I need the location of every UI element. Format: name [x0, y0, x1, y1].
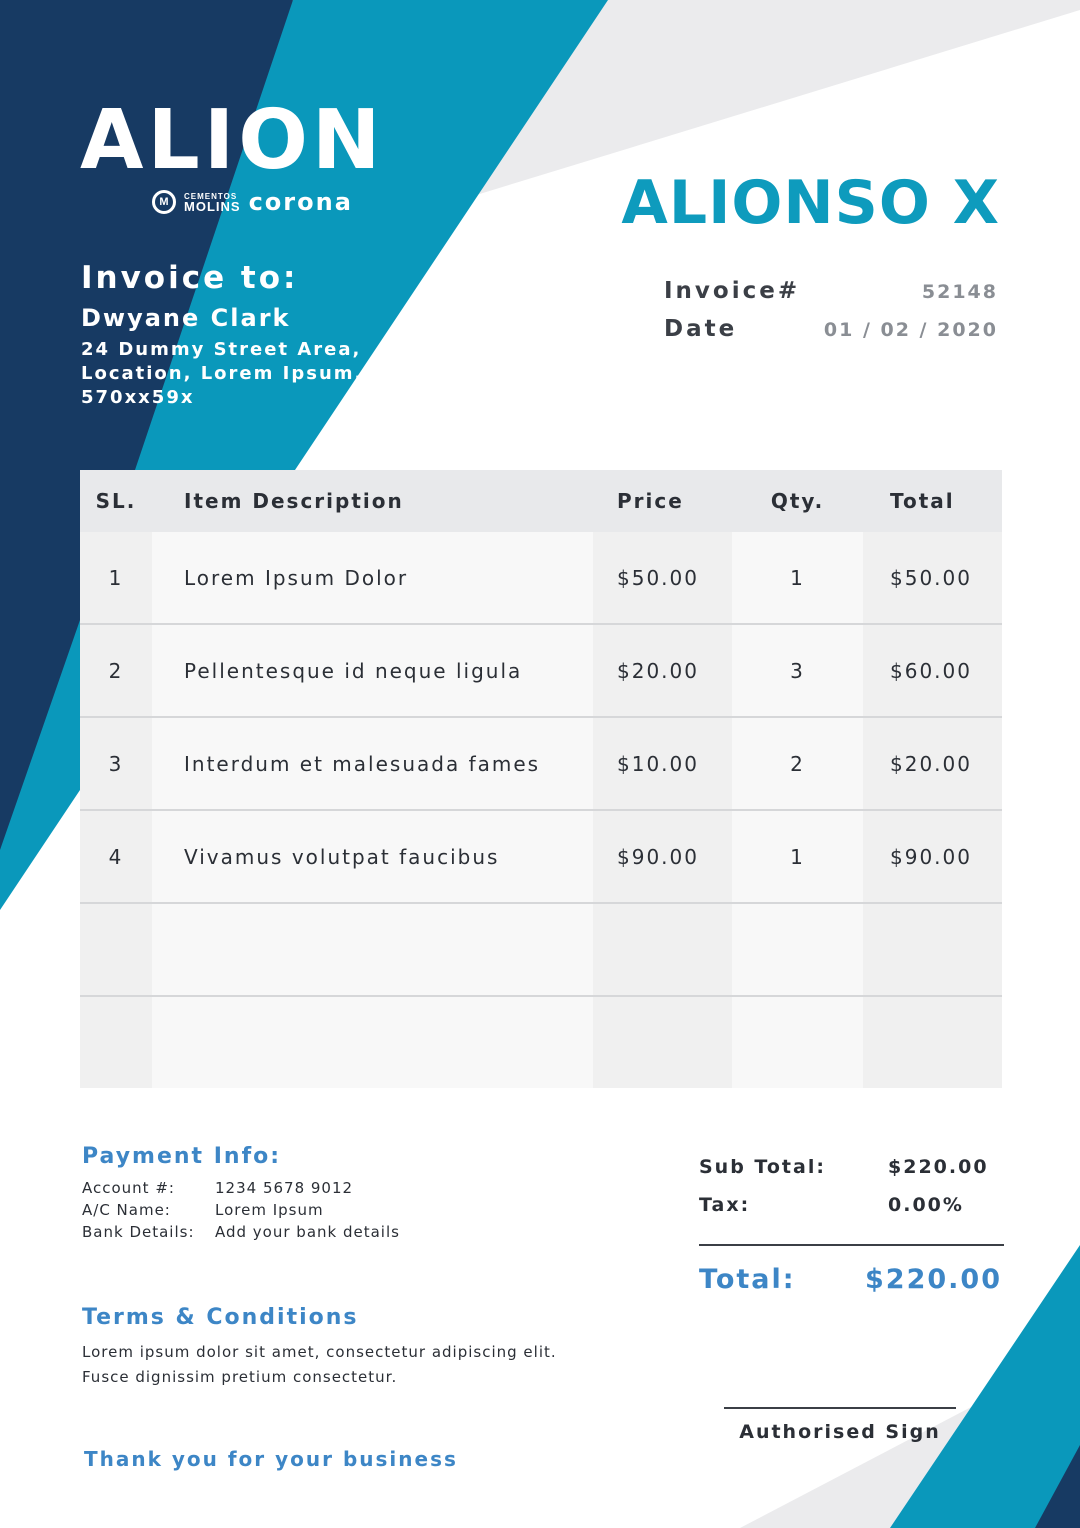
- cell-sl: [80, 997, 152, 1088]
- table-row: [80, 811, 1002, 904]
- cell-qty: [732, 904, 863, 995]
- payment-heading: Payment Info:: [82, 1144, 282, 1169]
- invoice-date-row: [664, 316, 998, 354]
- col-sl: SL.: [95, 489, 137, 513]
- address-line: 570xx59x: [81, 387, 195, 408]
- terms-heading: Terms & Conditions: [82, 1305, 359, 1330]
- cell-qty: 1: [732, 811, 863, 902]
- company-name: ALIONSO X: [621, 168, 1000, 238]
- invoice-number: 52148: [921, 281, 998, 303]
- terms-line: Lorem ipsum dolor sit amet, consectetur adipiscing elit.: [82, 1343, 557, 1361]
- cell-price: $10.00: [593, 718, 732, 809]
- tax-row: [699, 1194, 1004, 1232]
- bill-to: [81, 260, 363, 410]
- table-row: [80, 532, 1002, 625]
- cell-description: [152, 904, 593, 995]
- terms-conditions: [82, 1305, 557, 1390]
- tax-value: 0.00%: [888, 1194, 964, 1216]
- subtotal-row: [699, 1156, 1004, 1194]
- authorised-sign: Authorised Sign: [724, 1407, 956, 1443]
- bill-to-heading: Invoice to:: [81, 260, 299, 296]
- payment-info: [82, 1144, 400, 1241]
- items-table: [80, 470, 1002, 1088]
- table-row: [80, 718, 1002, 811]
- ac-name-label: A/C Name:: [82, 1201, 171, 1219]
- ac-name: Lorem Ipsum: [215, 1201, 324, 1219]
- account-label: Account #:: [82, 1179, 175, 1197]
- col-description: Item Description: [184, 489, 404, 513]
- tax-label: Tax:: [699, 1194, 751, 1216]
- table-header: [80, 470, 1002, 532]
- subtotal-value: $220.00: [888, 1156, 989, 1178]
- col-total: Total: [890, 489, 955, 513]
- client-address: [81, 338, 363, 410]
- cell-description: Vivamus volutpat faucibus: [152, 811, 593, 902]
- cell-sl: 1: [80, 532, 152, 623]
- cell-qty: 2: [732, 718, 863, 809]
- cell-total: $50.00: [863, 532, 1002, 623]
- table-row: [80, 625, 1002, 718]
- cell-description: [152, 997, 593, 1088]
- invoice-date: 01 / 02 / 2020: [823, 319, 998, 341]
- cell-qty: 3: [732, 625, 863, 716]
- client-name: Dwyane Clark: [81, 304, 291, 332]
- brand-logo: [80, 93, 385, 230]
- table-row-empty: [80, 997, 1002, 1088]
- cell-price: $90.00: [593, 811, 732, 902]
- molins-badge-icon: M: [152, 190, 176, 214]
- address-line: 24 Dummy Street Area,: [81, 339, 362, 360]
- cell-qty: 1: [732, 532, 863, 623]
- invoice-number-label: Invoice#: [664, 278, 801, 304]
- account-number: 1234 5678 9012: [215, 1179, 354, 1197]
- totals-summary: [699, 1156, 1004, 1295]
- totals-divider: [699, 1244, 1004, 1246]
- logo-partner: corona: [248, 188, 353, 216]
- logo-sub-top: CEMENTOS: [184, 192, 238, 201]
- cell-total: [863, 904, 1002, 995]
- cell-total: $60.00: [863, 625, 1002, 716]
- table-row-empty: [80, 904, 1002, 997]
- cell-price: [593, 997, 732, 1088]
- logo-partner-line: [152, 188, 353, 216]
- cell-price: $20.00: [593, 625, 732, 716]
- grand-total-row: [699, 1264, 1004, 1295]
- total-value: $220.00: [865, 1264, 1002, 1295]
- payment-details: [82, 1179, 400, 1241]
- col-price: Price: [617, 489, 684, 513]
- cell-description: Pellentesque id neque ligula: [152, 625, 593, 716]
- cell-sl: 2: [80, 625, 152, 716]
- col-qty: Qty.: [770, 489, 825, 513]
- cell-price: $50.00: [593, 532, 732, 623]
- cell-sl: 3: [80, 718, 152, 809]
- cell-description: Lorem Ipsum Dolor: [152, 532, 593, 623]
- cell-price: [593, 904, 732, 995]
- logo-wordmark: ALION: [80, 93, 385, 188]
- total-label: Total:: [699, 1264, 796, 1295]
- terms-line: Fusce dignissim pretium consectetur.: [82, 1368, 398, 1386]
- cell-qty: [732, 997, 863, 1088]
- cell-description: Interdum et malesuada fames: [152, 718, 593, 809]
- subtotal-label: Sub Total:: [699, 1156, 826, 1178]
- terms-text: [82, 1340, 557, 1390]
- thank-you-note: Thank you for your business: [84, 1447, 458, 1471]
- address-line: Location, Lorem Ipsum,: [81, 363, 364, 384]
- invoice-meta: [664, 278, 998, 354]
- invoice-date-label: Date: [664, 316, 738, 342]
- invoice-number-row: [664, 278, 998, 316]
- logo-sub-bottom: MOLINS: [184, 199, 241, 214]
- cell-total: $90.00: [863, 811, 1002, 902]
- bank-details: Add your bank details: [215, 1223, 400, 1241]
- cell-total: [863, 997, 1002, 1088]
- cell-sl: [80, 904, 152, 995]
- cell-sl: 4: [80, 811, 152, 902]
- bank-label: Bank Details:: [82, 1223, 195, 1241]
- molins-mark: [184, 192, 241, 212]
- cell-total: $20.00: [863, 718, 1002, 809]
